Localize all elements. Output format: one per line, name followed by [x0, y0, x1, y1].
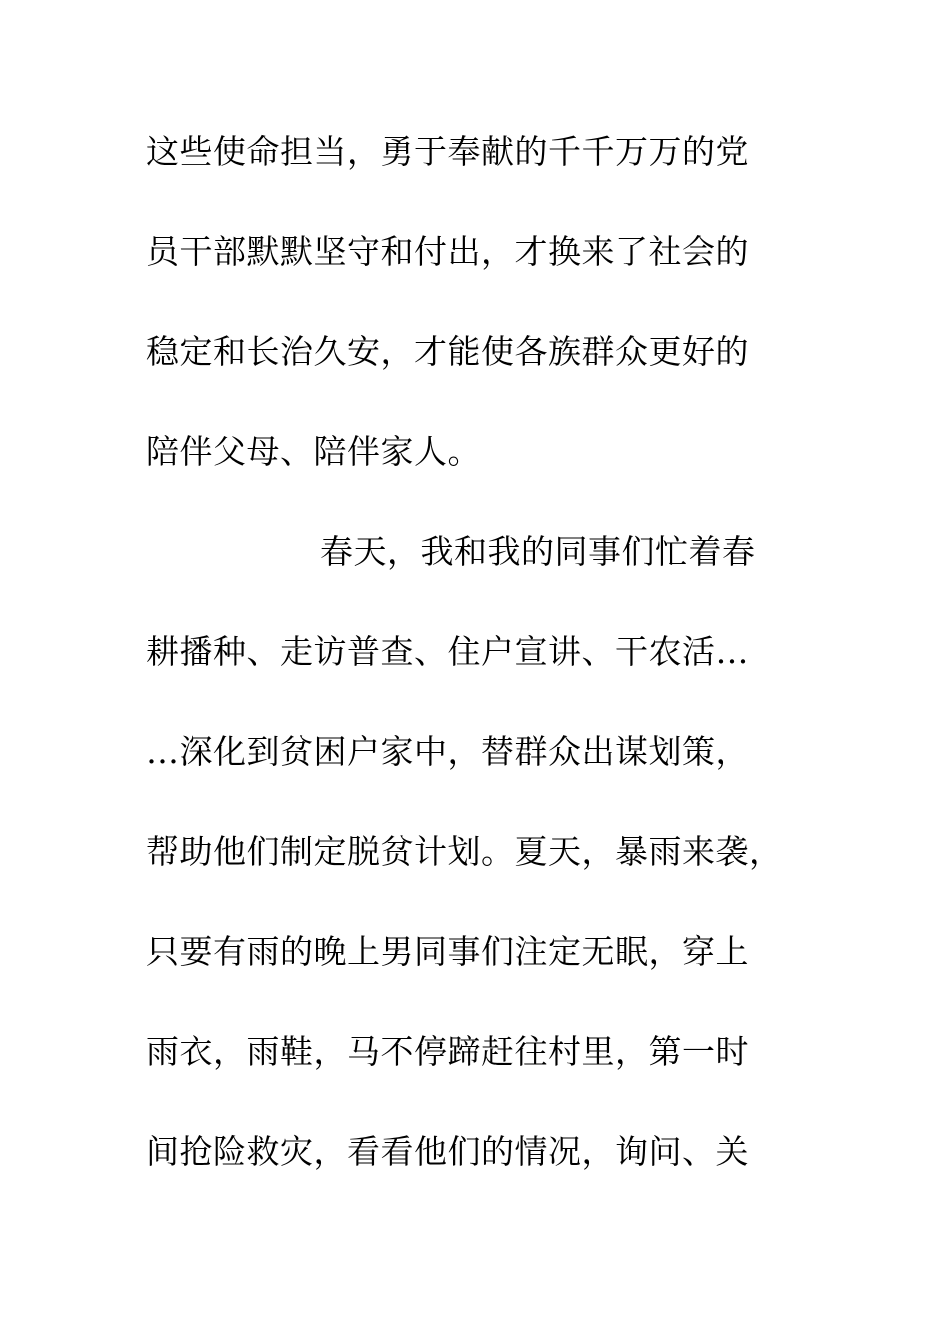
paragraph-first-line: 春天，我和我的同事们忙着春: [320, 532, 756, 571]
text-line: 员干部默默坚守和付出，才换来了社会的: [146, 232, 749, 271]
text-line: 帮助他们制定脱贫计划。夏天，暴雨来袭，: [146, 832, 783, 871]
text-line: 稳定和长治久安，才能使各族群众更好的: [146, 332, 749, 371]
text-line: 这些使命担当，勇于奉献的千千万万的党: [146, 132, 749, 171]
text-line: 陪伴父母、陪伴家人。: [146, 432, 481, 471]
text-line: …深化到贫困户家中，替群众出谋划策，: [146, 732, 749, 771]
text-line: 雨衣，雨鞋，马不停蹄赶往村里，第一时: [146, 1032, 749, 1071]
text-line: 间抢险救灾，看看他们的情况，询问、关: [146, 1132, 749, 1171]
text-line: 耕播种、走访普查、住户宣讲、干农活…: [146, 632, 749, 671]
text-line: 只要有雨的晚上男同事们注定无眠，穿上: [146, 932, 749, 971]
